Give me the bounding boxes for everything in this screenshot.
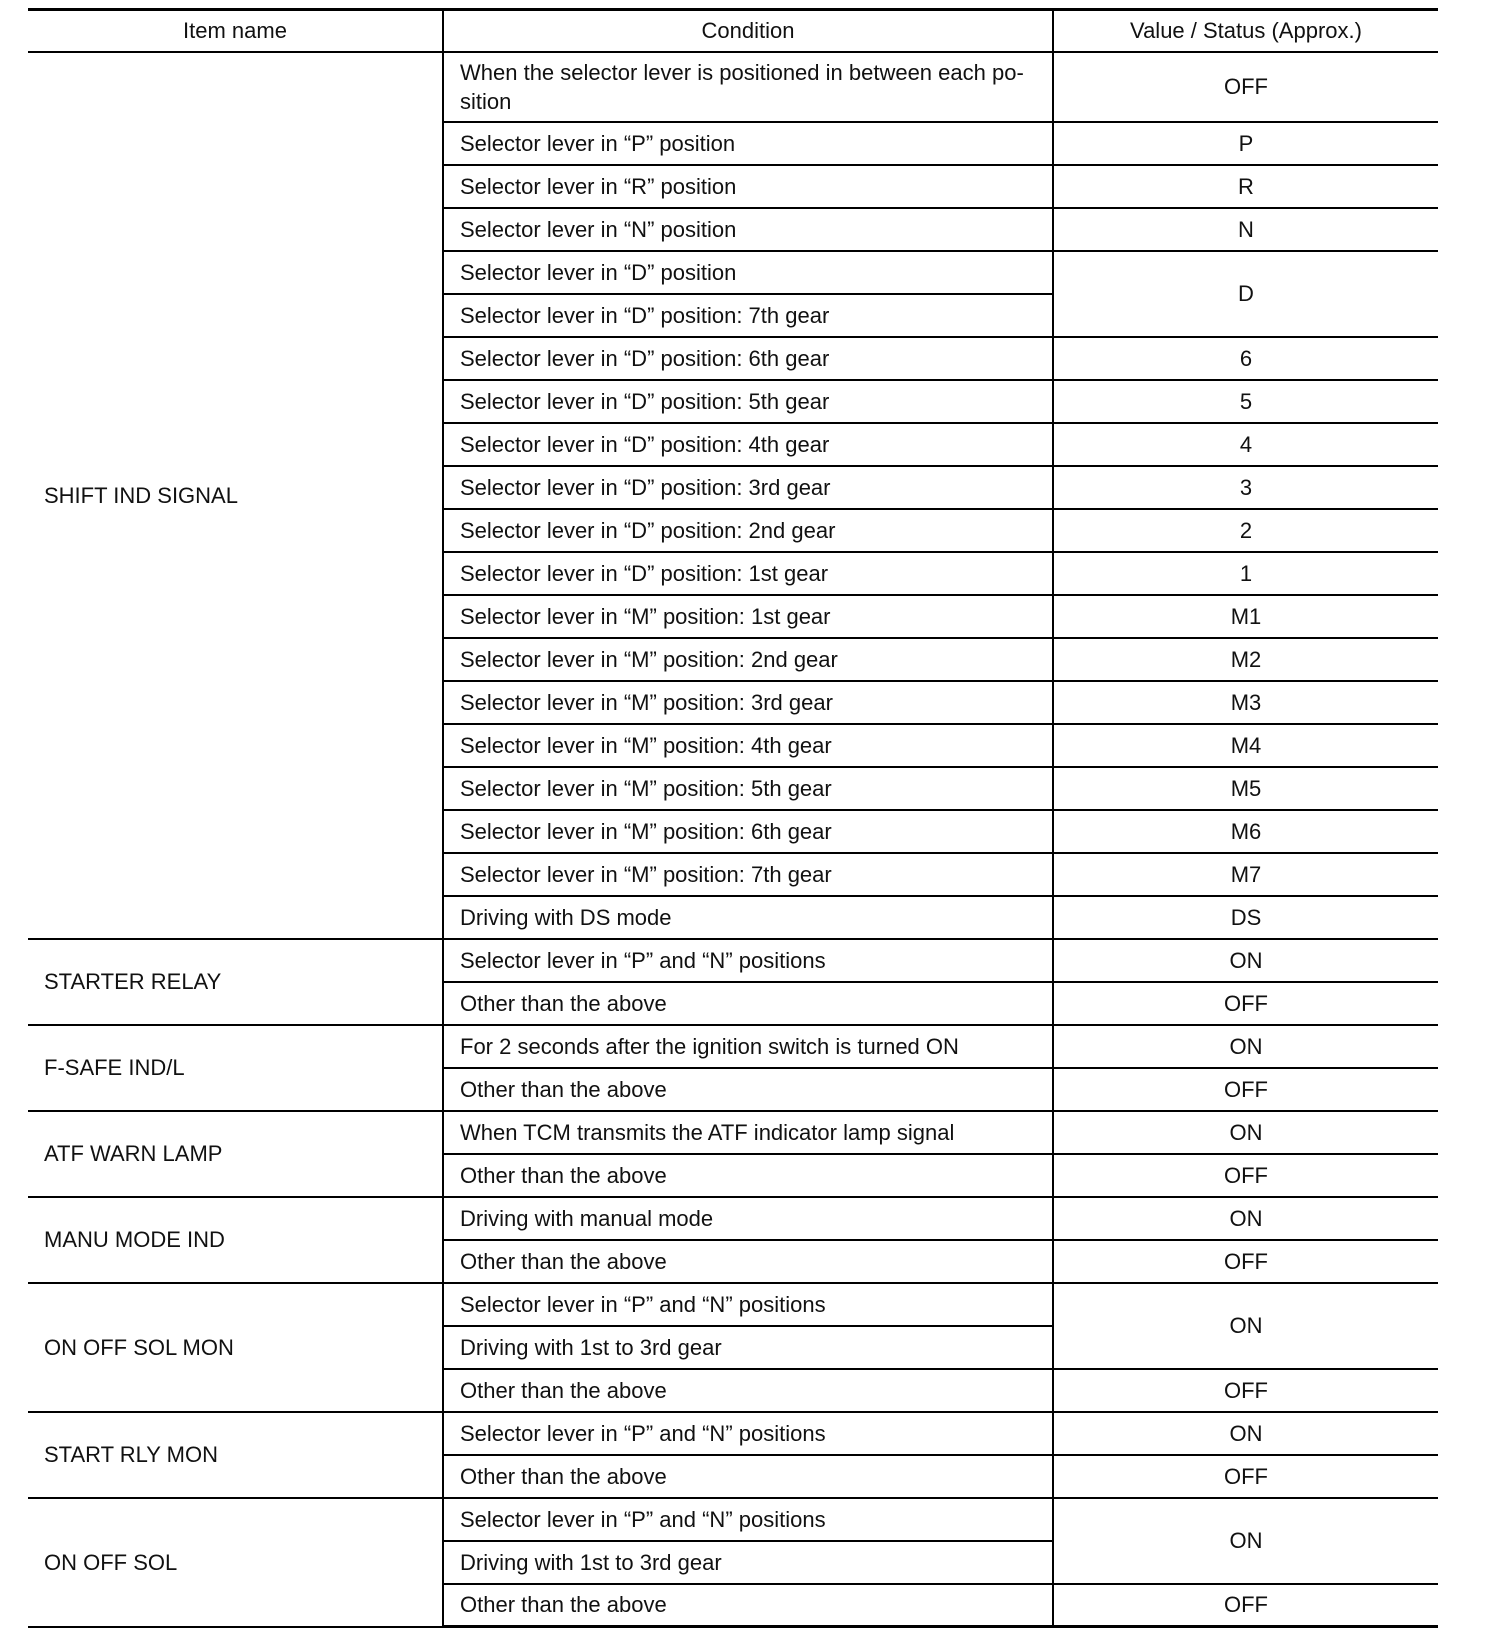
value-status-cell: M7 [1053, 853, 1438, 896]
condition-cell: Selector lever in “M” position: 2nd gear [443, 638, 1053, 681]
value-status-cell: ON [1053, 1498, 1438, 1584]
value-status-cell: R [1053, 165, 1438, 208]
value-status-cell: M4 [1053, 724, 1438, 767]
value-status-cell: M6 [1053, 810, 1438, 853]
condition-cell: Driving with DS mode [443, 896, 1053, 939]
value-status-cell: OFF [1053, 982, 1438, 1025]
condition-cell: When the selector lever is positioned in between each po-sition [443, 52, 1053, 122]
value-status-cell: OFF [1053, 1154, 1438, 1197]
condition-cell: Selector lever in “D” position: 6th gear [443, 337, 1053, 380]
item-name-cell: MANU MODE IND [28, 1197, 443, 1283]
table-row [28, 939, 1438, 982]
item-name-cell: STARTER RELAY [28, 939, 443, 1025]
condition-cell: Selector lever in “R” position [443, 165, 1053, 208]
item-name-cell: ATF WARN LAMP [28, 1111, 443, 1197]
table-row [28, 1111, 1438, 1154]
condition-cell: Driving with 1st to 3rd gear [443, 1541, 1053, 1584]
value-status-cell: ON [1053, 1197, 1438, 1240]
value-status-cell: OFF [1053, 1240, 1438, 1283]
value-status-cell: 3 [1053, 466, 1438, 509]
table-header [28, 10, 1438, 52]
value-status-cell: ON [1053, 1111, 1438, 1154]
condition-cell: Selector lever in “P” and “N” positions [443, 939, 1053, 982]
value-status-cell: 5 [1053, 380, 1438, 423]
value-status-cell: 1 [1053, 552, 1438, 595]
condition-cell: Selector lever in “M” position: 6th gear [443, 810, 1053, 853]
condition-cell: Selector lever in “D” position: 2nd gear [443, 509, 1053, 552]
condition-cell: Driving with 1st to 3rd gear [443, 1326, 1053, 1369]
condition-cell: Selector lever in “P” position [443, 122, 1053, 165]
condition-cell: Selector lever in “M” position: 3rd gear [443, 681, 1053, 724]
value-status-cell: ON [1053, 939, 1438, 982]
condition-cell: Other than the above [443, 1068, 1053, 1111]
condition-cell: Selector lever in “D” position: 4th gear [443, 423, 1053, 466]
item-name-cell: ON OFF SOL MON [28, 1283, 443, 1412]
item-name-cell: F-SAFE IND/L [28, 1025, 443, 1111]
value-status-cell: M5 [1053, 767, 1438, 810]
header-row [28, 10, 1438, 52]
condition-cell: Selector lever in “P” and “N” positions [443, 1283, 1053, 1326]
condition-cell: Selector lever in “M” position: 4th gear [443, 724, 1053, 767]
value-status-cell: M1 [1053, 595, 1438, 638]
condition-cell: Other than the above [443, 1240, 1053, 1283]
condition-cell: For 2 seconds after the ignition switch is turned ON [443, 1025, 1053, 1068]
value-status-cell: ON [1053, 1283, 1438, 1369]
value-status-cell: 4 [1053, 423, 1438, 466]
condition-cell: Selector lever in “D” position [443, 251, 1053, 294]
value-status-cell: OFF [1053, 52, 1438, 122]
condition-cell: Driving with manual mode [443, 1197, 1053, 1240]
condition-cell: Selector lever in “D” position: 1st gear [443, 552, 1053, 595]
header-value-status: Value / Status (Approx.) [1053, 10, 1438, 52]
condition-cell: Other than the above [443, 1154, 1053, 1197]
item-name-cell: SHIFT IND SIGNAL [28, 52, 443, 939]
condition-cell: Selector lever in “D” position: 3rd gear [443, 466, 1053, 509]
value-status-cell: P [1053, 122, 1438, 165]
condition-cell: Selector lever in “P” and “N” positions [443, 1412, 1053, 1455]
header-item-name: Item name [28, 10, 443, 52]
value-status-cell: D [1053, 251, 1438, 337]
value-status-cell: OFF [1053, 1455, 1438, 1498]
value-status-cell: M3 [1053, 681, 1438, 724]
condition-cell: Other than the above [443, 1584, 1053, 1627]
value-status-cell: OFF [1053, 1068, 1438, 1111]
condition-cell: Other than the above [443, 1369, 1053, 1412]
header-condition: Condition [443, 10, 1053, 52]
condition-cell: Selector lever in “M” position: 1st gear [443, 595, 1053, 638]
value-status-cell: ON [1053, 1412, 1438, 1455]
value-status-cell: N [1053, 208, 1438, 251]
value-status-cell: OFF [1053, 1369, 1438, 1412]
table-row [28, 1197, 1438, 1240]
value-status-cell: 6 [1053, 337, 1438, 380]
table-row [28, 1412, 1438, 1455]
condition-cell: When TCM transmits the ATF indicator lamp signal [443, 1111, 1053, 1154]
value-status-cell: ON [1053, 1025, 1438, 1068]
condition-cell: Selector lever in “M” position: 7th gear [443, 853, 1053, 896]
table-row [28, 52, 1438, 122]
item-name-cell: START RLY MON [28, 1412, 443, 1498]
value-status-cell: DS [1053, 896, 1438, 939]
item-name-cell: ON OFF SOL [28, 1498, 443, 1627]
value-status-cell: 2 [1053, 509, 1438, 552]
condition-cell: Selector lever in “D” position: 5th gear [443, 380, 1053, 423]
condition-cell: Other than the above [443, 982, 1053, 1025]
condition-cell: Selector lever in “N” position [443, 208, 1053, 251]
value-status-cell: M2 [1053, 638, 1438, 681]
condition-cell: Selector lever in “D” position: 7th gear [443, 294, 1053, 337]
condition-cell: Other than the above [443, 1455, 1053, 1498]
table-row [28, 1283, 1438, 1326]
status-table [28, 8, 1438, 1628]
table-body [28, 52, 1438, 1627]
table-row [28, 1025, 1438, 1068]
table-row [28, 1498, 1438, 1541]
condition-cell: Selector lever in “M” position: 5th gear [443, 767, 1053, 810]
condition-cell: Selector lever in “P” and “N” positions [443, 1498, 1053, 1541]
value-status-cell: OFF [1053, 1584, 1438, 1627]
